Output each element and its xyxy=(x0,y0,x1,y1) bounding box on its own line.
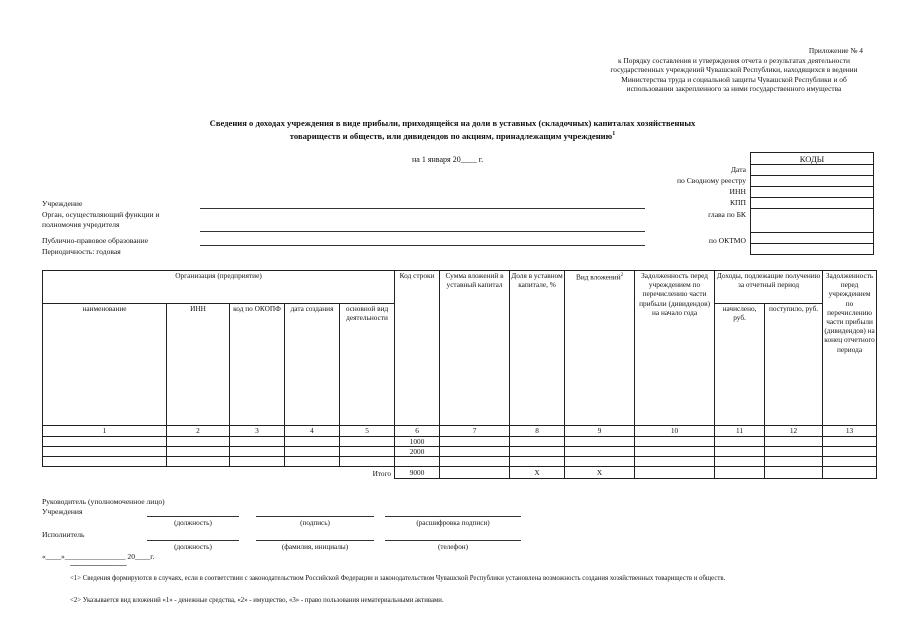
cell[interactable] xyxy=(285,457,340,467)
col-num: 3 xyxy=(230,426,285,437)
col-activity-header: основной вид деятельности xyxy=(340,304,395,426)
org-header: Организация (предприятие) xyxy=(43,271,395,304)
code-cell-registry[interactable] xyxy=(751,176,874,187)
document-title xyxy=(120,118,785,141)
table-row xyxy=(43,447,877,457)
col-inn-header: ИНН xyxy=(167,304,230,426)
cell[interactable] xyxy=(823,447,877,457)
cell[interactable] xyxy=(285,447,340,457)
col-num: 2 xyxy=(167,426,230,437)
row-code: 2000 xyxy=(395,447,440,457)
caption-exec-position: (должность) xyxy=(174,543,212,551)
col-kind-header: Вид вложений$^2$ xyxy=(565,271,635,426)
cell[interactable] xyxy=(43,447,167,457)
label-periodicity: Периодичность: годовая xyxy=(42,247,121,256)
caption-position: (должность) xyxy=(174,519,212,527)
report-date: на 1 января 20____ г. xyxy=(412,155,484,164)
label-oktmo: по ОКТМО xyxy=(708,236,746,245)
cell[interactable] xyxy=(715,457,765,467)
cell[interactable] xyxy=(167,447,230,457)
label-date: Дата xyxy=(730,165,746,174)
caption-signature: (подпись) xyxy=(300,519,330,527)
cell[interactable] xyxy=(715,447,765,457)
head-label-line-2: Учреждения xyxy=(42,507,83,516)
col-sum-header: Сумма вложений в уставный капитал xyxy=(440,271,510,426)
cell[interactable] xyxy=(167,437,230,447)
appendix-description: к Порядку составления и утверждения отчета о результатах деятельности государственных учреждений Чувашской Республики, находящихся в ведении Министерства труда и социальной защиты Чувашской Республики и об использовании закрепленного за ними государственного имущества xyxy=(610,55,858,94)
codes-box xyxy=(750,152,874,255)
cell[interactable] xyxy=(635,457,715,467)
cell[interactable] xyxy=(510,447,565,457)
col-share-header: Доля в уставном капитале, % xyxy=(510,271,565,426)
cell[interactable] xyxy=(823,457,877,467)
title-line-1: Сведения о доходах учреждения в виде прибыли, приходящейся на доли в уставных (складочных) капиталах хозяйственных xyxy=(209,118,696,128)
label-bk: глава по БК xyxy=(708,210,746,219)
cell[interactable] xyxy=(43,437,167,447)
label-inn: ИНН xyxy=(729,187,746,196)
footnote-1: <1> Сведения формируются в случаях, если в соответствии с законодательством Российской Федерации и законодательством Чувашской Республики установлена возможность создания хозяйственных товариществ и обществ. xyxy=(70,575,726,582)
cell[interactable] xyxy=(167,457,230,467)
kind-footnote-ref: 2 xyxy=(620,273,624,278)
label-registry: по Сводному реестру xyxy=(676,176,746,185)
cell[interactable] xyxy=(635,447,715,457)
col-num: 9 xyxy=(565,426,635,437)
row-code: 1000 xyxy=(395,437,440,447)
cell[interactable] xyxy=(565,437,635,447)
total-accrued[interactable] xyxy=(715,467,765,479)
total-sum[interactable] xyxy=(440,467,510,479)
footnote-separator: -------------------------------- xyxy=(70,562,127,569)
founder-field[interactable] xyxy=(200,231,645,232)
cell[interactable] xyxy=(510,437,565,447)
cell[interactable] xyxy=(765,457,823,467)
col-num: 8 xyxy=(510,426,565,437)
cell[interactable] xyxy=(510,457,565,467)
caption-signature-decode: (расшифровка подписи) xyxy=(416,519,490,527)
code-cell-extra[interactable] xyxy=(751,244,874,255)
col-debt-start-header: Задолженность перед учреждением по перечислению части прибыли (дивидендов) на начало года xyxy=(635,271,715,426)
income-table xyxy=(42,270,877,479)
cell[interactable] xyxy=(823,437,877,447)
cell[interactable] xyxy=(230,447,285,457)
total-label: Итого xyxy=(372,468,392,478)
code-cell-kpp[interactable] xyxy=(751,198,874,209)
col-num: 4 xyxy=(285,426,340,437)
label-founder-line-2: полномочия учредителя xyxy=(42,220,120,229)
total-row xyxy=(43,467,877,479)
exec-phone-field[interactable] xyxy=(385,540,521,541)
institution-field[interactable] xyxy=(200,208,645,209)
code-cell-inn[interactable] xyxy=(751,187,874,198)
date-line: «____»________________ 20____г. xyxy=(42,552,155,561)
caption-exec-phone: (телефон) xyxy=(437,543,469,551)
code-cell-date[interactable] xyxy=(751,165,874,176)
label-founder-line-1: Орган, осуществляющий функции и xyxy=(42,210,160,219)
total-share-mark: X xyxy=(510,467,565,479)
appendix-number: Приложение № 4 xyxy=(808,46,863,55)
cell[interactable] xyxy=(440,447,510,457)
head-position-field[interactable] xyxy=(147,516,239,517)
title-footnote-ref: 1 xyxy=(612,130,616,137)
cell[interactable] xyxy=(440,457,510,467)
col-num: 5 xyxy=(340,426,395,437)
cell[interactable] xyxy=(230,437,285,447)
public-entity-field[interactable] xyxy=(200,245,645,246)
cell[interactable] xyxy=(440,437,510,447)
col-num: 13 xyxy=(823,426,877,437)
total-code: 9000 xyxy=(395,467,440,479)
cell[interactable] xyxy=(765,437,823,447)
code-cell-bk[interactable] xyxy=(751,209,874,233)
codes-header: КОДЫ xyxy=(751,153,874,165)
col-accrued-header: начислено, руб. xyxy=(715,304,765,426)
col-okopf-header: код по ОКОПФ xyxy=(230,304,285,426)
head-signature-field[interactable] xyxy=(256,516,374,517)
col-num: 10 xyxy=(635,426,715,437)
exec-position-field[interactable] xyxy=(147,540,239,541)
label-institution: Учреждение xyxy=(42,199,83,208)
cell[interactable] xyxy=(565,447,635,457)
exec-name-field[interactable] xyxy=(256,540,374,541)
col-income-header: Доходы, подлежащие получению за отчетный период xyxy=(715,271,823,304)
label-public-entity: Публично-правовое образование xyxy=(42,236,149,245)
title-line-2: товариществ и обществ, или дивидендов по акциям, принадлежащим учреждению xyxy=(289,130,613,141)
head-label-line-1: Руководитель (уполномоченное лицо) xyxy=(42,497,165,506)
col-name-header: наименование xyxy=(43,304,167,426)
label-kpp: КПП xyxy=(729,198,746,207)
cell[interactable] xyxy=(635,437,715,447)
col-num: 12 xyxy=(765,426,823,437)
row-code xyxy=(395,457,440,467)
cell[interactable] xyxy=(765,447,823,457)
cell[interactable] xyxy=(340,447,395,457)
head-name-field[interactable] xyxy=(385,516,521,517)
col-num: 7 xyxy=(440,426,510,437)
cell[interactable] xyxy=(565,457,635,467)
caption-exec-name: (фамилия, инициалы) xyxy=(281,543,349,551)
cell[interactable] xyxy=(43,457,167,467)
cell[interactable] xyxy=(340,457,395,467)
col-debt-end-header: Задолженность перед учреждением по перечислению части прибыли (дивидендов) на конец отчетного периода xyxy=(823,271,877,426)
total-debt-end[interactable] xyxy=(823,467,877,479)
cell[interactable] xyxy=(340,437,395,447)
total-kind-mark: X xyxy=(565,467,635,479)
col-num: 6 xyxy=(395,426,440,437)
cell[interactable] xyxy=(285,437,340,447)
cell[interactable] xyxy=(715,437,765,447)
col-num: 11 xyxy=(715,426,765,437)
total-received[interactable] xyxy=(765,467,823,479)
cell[interactable] xyxy=(230,457,285,467)
col-date-header: дата создания xyxy=(285,304,340,426)
col-code-header: Код строки xyxy=(395,271,440,426)
appendix-header xyxy=(603,46,865,94)
code-cell-oktmo[interactable] xyxy=(751,233,874,244)
column-numbers-row xyxy=(43,426,877,437)
footnote-2: <2> Указывается вид вложений «1» - денежные средства, «2» - имущество, «3» - право пользования нематериальными активами. xyxy=(70,597,444,604)
col-num: 1 xyxy=(43,426,167,437)
executor-label: Исполнитель xyxy=(42,530,85,539)
col-received-header: поступило, руб. xyxy=(765,304,823,426)
table-row xyxy=(43,437,877,447)
total-debt-start[interactable] xyxy=(635,467,715,479)
table-row xyxy=(43,457,877,467)
